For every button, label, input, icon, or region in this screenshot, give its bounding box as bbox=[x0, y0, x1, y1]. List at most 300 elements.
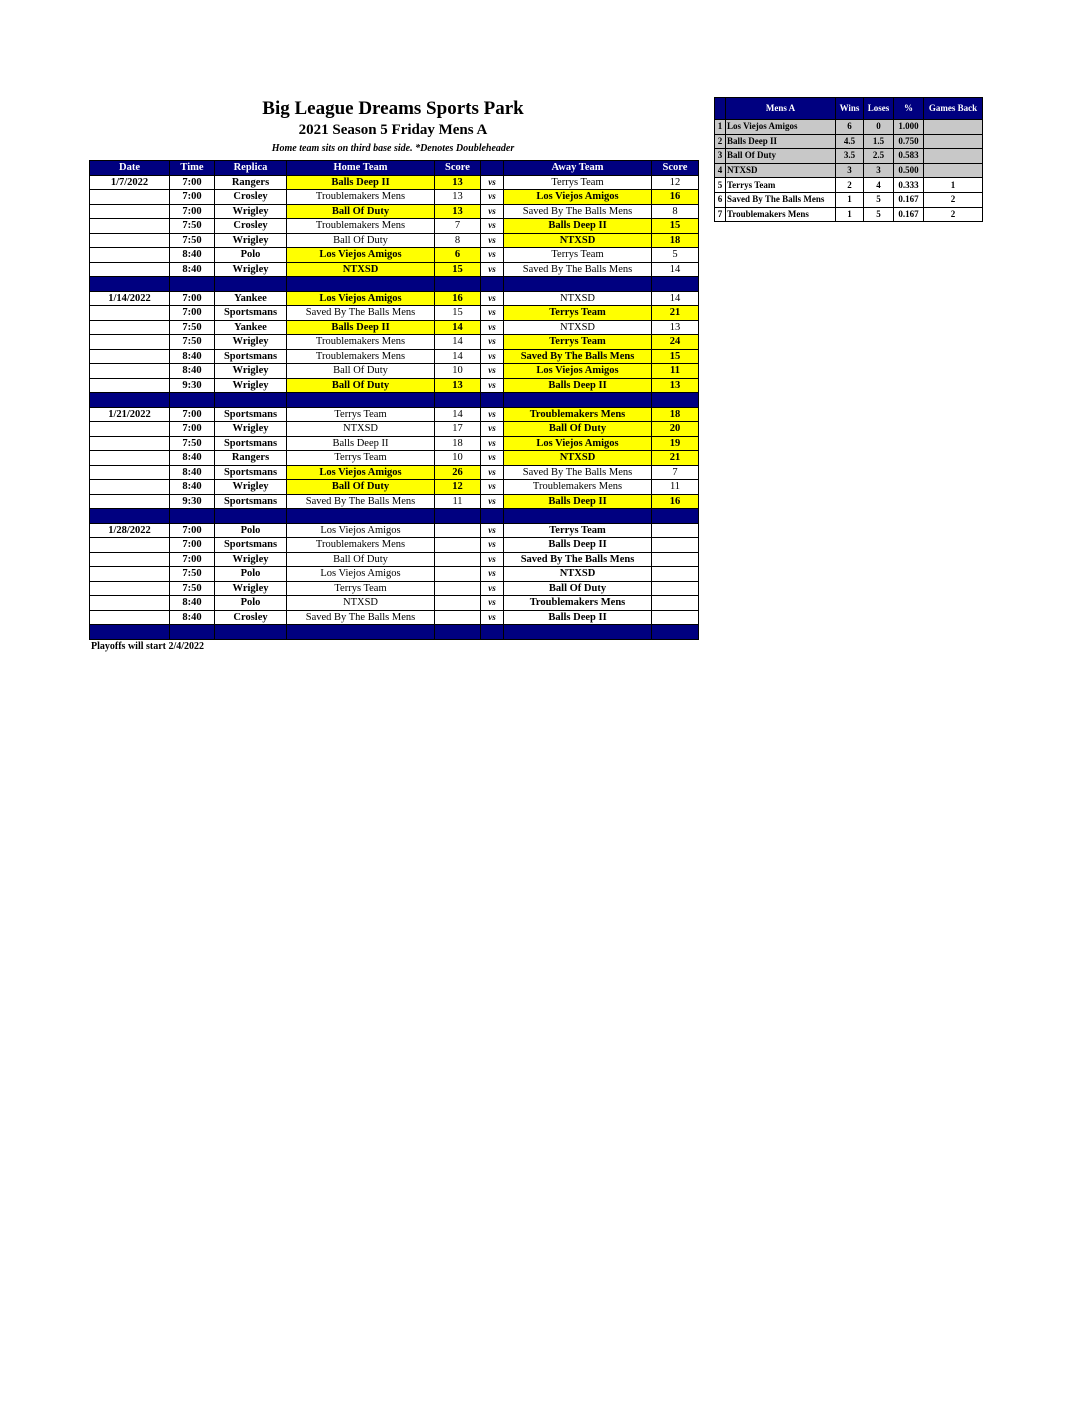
vs-label: vs bbox=[481, 523, 504, 538]
home-team: Ball Of Duty bbox=[287, 480, 435, 495]
home-team: Ball Of Duty bbox=[287, 378, 435, 393]
standings-wins: 1 bbox=[836, 207, 864, 222]
game-date-empty bbox=[90, 451, 170, 466]
game-date-empty bbox=[90, 262, 170, 277]
separator-cell bbox=[287, 393, 435, 408]
col-home-team: Home Team bbox=[287, 161, 435, 176]
game-row bbox=[90, 494, 699, 509]
away-team: NTXSD bbox=[504, 451, 652, 466]
away-score: 13 bbox=[652, 378, 699, 393]
home-team: Troublemakers Mens bbox=[287, 190, 435, 205]
home-score: 8 bbox=[435, 233, 481, 248]
game-date-empty bbox=[90, 204, 170, 219]
home-team: Balls Deep II bbox=[287, 436, 435, 451]
game-field: Wrigley bbox=[215, 204, 287, 219]
standings-loses: 5 bbox=[864, 192, 894, 207]
game-row bbox=[90, 567, 699, 582]
away-score: 16 bbox=[652, 190, 699, 205]
game-row bbox=[90, 306, 699, 321]
standings-row bbox=[715, 149, 983, 164]
away-score: 15 bbox=[652, 219, 699, 234]
game-time: 8:40 bbox=[170, 262, 215, 277]
game-date: 1/7/2022 bbox=[90, 175, 170, 190]
game-row bbox=[90, 219, 699, 234]
game-date-empty bbox=[90, 190, 170, 205]
standings-rank: 1 bbox=[715, 120, 726, 135]
standings-team: Terrys Team bbox=[726, 178, 836, 193]
schedule-body bbox=[90, 175, 699, 639]
page-title: Big League Dreams Sports Park bbox=[262, 98, 524, 119]
game-field: Wrigley bbox=[215, 480, 287, 495]
standings-col-games-back: Games Back bbox=[924, 98, 983, 120]
standings-wins: 6 bbox=[836, 120, 864, 135]
home-score: 13 bbox=[435, 175, 481, 190]
game-date-empty bbox=[90, 306, 170, 321]
game-field: Crosley bbox=[215, 219, 287, 234]
away-score bbox=[652, 538, 699, 553]
separator-cell bbox=[90, 393, 170, 408]
away-team: Saved By The Balls Mens bbox=[504, 465, 652, 480]
home-score: 14 bbox=[435, 349, 481, 364]
away-team: Troublemakers Mens bbox=[504, 596, 652, 611]
standings-loses: 0 bbox=[864, 120, 894, 135]
col-time: Time bbox=[170, 161, 215, 176]
game-time: 8:40 bbox=[170, 364, 215, 379]
game-date-empty bbox=[90, 480, 170, 495]
home-team: Saved By The Balls Mens bbox=[287, 306, 435, 321]
vs-label: vs bbox=[481, 364, 504, 379]
game-row bbox=[90, 175, 699, 190]
standings-col-loses: Loses bbox=[864, 98, 894, 120]
game-field: Wrigley bbox=[215, 335, 287, 350]
standings-rank: 4 bbox=[715, 163, 726, 178]
game-field: Wrigley bbox=[215, 262, 287, 277]
page-note: Home team sits on third base side. *Denotes Doubleheader bbox=[271, 143, 515, 154]
game-row bbox=[90, 523, 699, 538]
standings-games-back bbox=[924, 163, 983, 178]
away-score: 19 bbox=[652, 436, 699, 451]
col-away-score: Score bbox=[652, 161, 699, 176]
separator-cell bbox=[652, 509, 699, 524]
away-team: NTXSD bbox=[504, 320, 652, 335]
standings-rank: 6 bbox=[715, 192, 726, 207]
separator-cell bbox=[481, 625, 504, 640]
game-row bbox=[90, 364, 699, 379]
game-date-empty bbox=[90, 494, 170, 509]
away-score bbox=[652, 610, 699, 625]
standings-loses: 5 bbox=[864, 207, 894, 222]
week-separator bbox=[90, 625, 699, 640]
separator-cell bbox=[170, 509, 215, 524]
away-team: Balls Deep II bbox=[504, 610, 652, 625]
game-row bbox=[90, 552, 699, 567]
standings-team: Ball Of Duty bbox=[726, 149, 836, 164]
separator-cell bbox=[504, 393, 652, 408]
home-score: 14 bbox=[435, 335, 481, 350]
home-team: Balls Deep II bbox=[287, 175, 435, 190]
away-team: Troublemakers Mens bbox=[504, 407, 652, 422]
home-team: Terrys Team bbox=[287, 451, 435, 466]
home-score bbox=[435, 581, 481, 596]
game-row bbox=[90, 451, 699, 466]
home-score: 12 bbox=[435, 480, 481, 495]
away-team: Terrys Team bbox=[504, 248, 652, 263]
game-row bbox=[90, 262, 699, 277]
home-team: NTXSD bbox=[287, 262, 435, 277]
vs-label: vs bbox=[481, 306, 504, 321]
separator-cell bbox=[170, 625, 215, 640]
separator-cell bbox=[90, 509, 170, 524]
home-score: 26 bbox=[435, 465, 481, 480]
game-row bbox=[90, 233, 699, 248]
separator-cell bbox=[652, 625, 699, 640]
separator-cell bbox=[481, 277, 504, 292]
separator-cell bbox=[215, 625, 287, 640]
home-team: Ball Of Duty bbox=[287, 552, 435, 567]
game-field: Wrigley bbox=[215, 378, 287, 393]
separator-cell bbox=[481, 393, 504, 408]
away-score: 24 bbox=[652, 335, 699, 350]
game-date-empty bbox=[90, 610, 170, 625]
away-team: Ball Of Duty bbox=[504, 422, 652, 437]
game-row bbox=[90, 291, 699, 306]
away-score bbox=[652, 552, 699, 567]
standings-row bbox=[715, 134, 983, 149]
away-team: Los Viejos Amigos bbox=[504, 436, 652, 451]
home-score: 15 bbox=[435, 306, 481, 321]
separator-cell bbox=[435, 393, 481, 408]
home-team: Troublemakers Mens bbox=[287, 219, 435, 234]
game-row bbox=[90, 422, 699, 437]
vs-label: vs bbox=[481, 610, 504, 625]
game-date: 1/14/2022 bbox=[90, 291, 170, 306]
vs-label: vs bbox=[481, 190, 504, 205]
game-field: Rangers bbox=[215, 175, 287, 190]
standings-games-back bbox=[924, 120, 983, 135]
vs-label: vs bbox=[481, 465, 504, 480]
vs-label: vs bbox=[481, 567, 504, 582]
home-score: 10 bbox=[435, 364, 481, 379]
game-time: 9:30 bbox=[170, 494, 215, 509]
home-score: 10 bbox=[435, 451, 481, 466]
game-field: Wrigley bbox=[215, 552, 287, 567]
game-date-empty bbox=[90, 335, 170, 350]
game-time: 7:50 bbox=[170, 233, 215, 248]
standings-body bbox=[715, 120, 983, 222]
standings-games-back: 1 bbox=[924, 178, 983, 193]
standings-wins: 3 bbox=[836, 163, 864, 178]
game-time: 7:50 bbox=[170, 335, 215, 350]
separator-cell bbox=[435, 277, 481, 292]
standings-pct: 0.583 bbox=[894, 149, 924, 164]
home-score: 16 bbox=[435, 291, 481, 306]
home-team: Ball Of Duty bbox=[287, 204, 435, 219]
game-date-empty bbox=[90, 436, 170, 451]
away-score: 21 bbox=[652, 451, 699, 466]
game-time: 7:50 bbox=[170, 320, 215, 335]
home-team: Ball Of Duty bbox=[287, 364, 435, 379]
game-row bbox=[90, 320, 699, 335]
game-time: 7:00 bbox=[170, 538, 215, 553]
vs-label: vs bbox=[481, 175, 504, 190]
standings-team: Saved By The Balls Mens bbox=[726, 192, 836, 207]
game-row bbox=[90, 204, 699, 219]
away-team: Saved By The Balls Mens bbox=[504, 349, 652, 364]
standings-wins: 3.5 bbox=[836, 149, 864, 164]
separator-cell bbox=[435, 625, 481, 640]
home-team: Terrys Team bbox=[287, 581, 435, 596]
game-field: Rangers bbox=[215, 451, 287, 466]
away-team: Balls Deep II bbox=[504, 219, 652, 234]
game-row bbox=[90, 436, 699, 451]
standings-rank: 2 bbox=[715, 134, 726, 149]
away-score: 7 bbox=[652, 465, 699, 480]
vs-label: vs bbox=[481, 451, 504, 466]
away-score bbox=[652, 523, 699, 538]
standings-loses: 3 bbox=[864, 163, 894, 178]
standings-pct: 0.333 bbox=[894, 178, 924, 193]
game-time: 7:50 bbox=[170, 219, 215, 234]
game-row bbox=[90, 378, 699, 393]
standings-games-back: 2 bbox=[924, 207, 983, 222]
game-date-empty bbox=[90, 538, 170, 553]
game-field: Sportsmans bbox=[215, 407, 287, 422]
vs-label: vs bbox=[481, 407, 504, 422]
vs-label: vs bbox=[481, 335, 504, 350]
standings-loses: 1.5 bbox=[864, 134, 894, 149]
playoffs-footnote: Playoffs will start 2/4/2022 bbox=[91, 641, 205, 652]
away-team: Los Viejos Amigos bbox=[504, 190, 652, 205]
standings-wins: 4.5 bbox=[836, 134, 864, 149]
away-score: 13 bbox=[652, 320, 699, 335]
separator-cell bbox=[170, 277, 215, 292]
separator-cell bbox=[90, 625, 170, 640]
separator-cell bbox=[435, 509, 481, 524]
separator-cell bbox=[652, 393, 699, 408]
game-field: Sportsmans bbox=[215, 538, 287, 553]
standings-pct: 1.000 bbox=[894, 120, 924, 135]
game-field: Crosley bbox=[215, 610, 287, 625]
game-date: 1/28/2022 bbox=[90, 523, 170, 538]
away-team: Ball Of Duty bbox=[504, 581, 652, 596]
game-row bbox=[90, 335, 699, 350]
away-team: NTXSD bbox=[504, 291, 652, 306]
game-date-empty bbox=[90, 567, 170, 582]
game-time: 7:00 bbox=[170, 306, 215, 321]
game-date: 1/21/2022 bbox=[90, 407, 170, 422]
away-score: 15 bbox=[652, 349, 699, 364]
game-time: 7:00 bbox=[170, 552, 215, 567]
col-date: Date bbox=[90, 161, 170, 176]
standings-rank: 7 bbox=[715, 207, 726, 222]
home-team: NTXSD bbox=[287, 596, 435, 611]
vs-label: vs bbox=[481, 349, 504, 364]
home-score: 15 bbox=[435, 262, 481, 277]
game-date-empty bbox=[90, 248, 170, 263]
home-team: Los Viejos Amigos bbox=[287, 523, 435, 538]
game-row bbox=[90, 581, 699, 596]
schedule-header-row bbox=[90, 161, 699, 176]
game-time: 7:00 bbox=[170, 523, 215, 538]
away-score bbox=[652, 581, 699, 596]
away-team: Balls Deep II bbox=[504, 378, 652, 393]
game-date-empty bbox=[90, 364, 170, 379]
game-field: Sportsmans bbox=[215, 436, 287, 451]
game-time: 8:40 bbox=[170, 248, 215, 263]
vs-label: vs bbox=[481, 262, 504, 277]
away-team: Saved By The Balls Mens bbox=[504, 262, 652, 277]
home-score: 13 bbox=[435, 378, 481, 393]
standings-games-back bbox=[924, 134, 983, 149]
col-vs bbox=[481, 161, 504, 176]
home-team: Los Viejos Amigos bbox=[287, 567, 435, 582]
game-date-empty bbox=[90, 378, 170, 393]
standings-row bbox=[715, 192, 983, 207]
game-date-empty bbox=[90, 349, 170, 364]
game-field: Polo bbox=[215, 596, 287, 611]
separator-cell bbox=[170, 393, 215, 408]
home-score bbox=[435, 610, 481, 625]
game-time: 7:00 bbox=[170, 422, 215, 437]
away-team: Troublemakers Mens bbox=[504, 480, 652, 495]
standings-row bbox=[715, 178, 983, 193]
separator-cell bbox=[287, 509, 435, 524]
standings-pct: 0.167 bbox=[894, 192, 924, 207]
home-score bbox=[435, 538, 481, 553]
away-team: Terrys Team bbox=[504, 523, 652, 538]
standings-games-back: 2 bbox=[924, 192, 983, 207]
game-date-empty bbox=[90, 422, 170, 437]
home-team: Saved By The Balls Mens bbox=[287, 494, 435, 509]
game-row bbox=[90, 610, 699, 625]
home-score: 6 bbox=[435, 248, 481, 263]
away-score: 5 bbox=[652, 248, 699, 263]
away-team: Terrys Team bbox=[504, 335, 652, 350]
home-score bbox=[435, 567, 481, 582]
game-field: Sportsmans bbox=[215, 465, 287, 480]
away-score: 14 bbox=[652, 262, 699, 277]
home-score bbox=[435, 552, 481, 567]
standings-team: Troublemakers Mens bbox=[726, 207, 836, 222]
home-team: Troublemakers Mens bbox=[287, 349, 435, 364]
separator-cell bbox=[481, 509, 504, 524]
standings-team: Balls Deep II bbox=[726, 134, 836, 149]
home-score: 11 bbox=[435, 494, 481, 509]
home-score bbox=[435, 596, 481, 611]
home-team: Troublemakers Mens bbox=[287, 538, 435, 553]
col-replica: Replica bbox=[215, 161, 287, 176]
standings-header-row bbox=[715, 98, 983, 120]
away-score: 18 bbox=[652, 407, 699, 422]
game-field: Wrigley bbox=[215, 581, 287, 596]
separator-cell bbox=[504, 625, 652, 640]
standings-row bbox=[715, 207, 983, 222]
vs-label: vs bbox=[481, 596, 504, 611]
separator-cell bbox=[287, 277, 435, 292]
vs-label: vs bbox=[481, 581, 504, 596]
game-time: 7:00 bbox=[170, 291, 215, 306]
game-time: 7:00 bbox=[170, 407, 215, 422]
away-team: Balls Deep II bbox=[504, 494, 652, 509]
game-row bbox=[90, 190, 699, 205]
game-time: 7:00 bbox=[170, 175, 215, 190]
week-separator bbox=[90, 393, 699, 408]
game-time: 8:40 bbox=[170, 480, 215, 495]
game-field: Yankee bbox=[215, 291, 287, 306]
home-team: Los Viejos Amigos bbox=[287, 291, 435, 306]
standings-pct: 0.750 bbox=[894, 134, 924, 149]
away-score: 14 bbox=[652, 291, 699, 306]
separator-cell bbox=[215, 393, 287, 408]
game-time: 8:40 bbox=[170, 596, 215, 611]
home-score bbox=[435, 523, 481, 538]
away-score: 11 bbox=[652, 480, 699, 495]
game-time: 7:50 bbox=[170, 436, 215, 451]
standings-games-back bbox=[924, 149, 983, 164]
home-score: 17 bbox=[435, 422, 481, 437]
home-team: Terrys Team bbox=[287, 407, 435, 422]
vs-label: vs bbox=[481, 248, 504, 263]
home-team: Ball Of Duty bbox=[287, 233, 435, 248]
game-time: 7:50 bbox=[170, 567, 215, 582]
game-field: Crosley bbox=[215, 190, 287, 205]
vs-label: vs bbox=[481, 494, 504, 509]
away-score bbox=[652, 567, 699, 582]
separator-cell bbox=[652, 277, 699, 292]
vs-label: vs bbox=[481, 422, 504, 437]
away-score: 18 bbox=[652, 233, 699, 248]
away-team: Balls Deep II bbox=[504, 538, 652, 553]
game-field: Sportsmans bbox=[215, 349, 287, 364]
home-team: Saved By The Balls Mens bbox=[287, 610, 435, 625]
home-team: Troublemakers Mens bbox=[287, 335, 435, 350]
vs-label: vs bbox=[481, 480, 504, 495]
vs-label: vs bbox=[481, 291, 504, 306]
page-subtitle: 2021 Season 5 Friday Mens A bbox=[298, 122, 488, 138]
standings-table bbox=[714, 97, 983, 222]
home-team: Los Viejos Amigos bbox=[287, 465, 435, 480]
vs-label: vs bbox=[481, 538, 504, 553]
game-row bbox=[90, 596, 699, 611]
standings-col-wins: Wins bbox=[836, 98, 864, 120]
game-time: 7:00 bbox=[170, 204, 215, 219]
game-time: 8:40 bbox=[170, 349, 215, 364]
standings-row bbox=[715, 120, 983, 135]
game-time: 7:50 bbox=[170, 581, 215, 596]
game-row bbox=[90, 349, 699, 364]
away-team: Saved By The Balls Mens bbox=[504, 552, 652, 567]
standings-team: Los Viejos Amigos bbox=[726, 120, 836, 135]
game-field: Yankee bbox=[215, 320, 287, 335]
away-score: 11 bbox=[652, 364, 699, 379]
separator-cell bbox=[504, 277, 652, 292]
game-field: Sportsmans bbox=[215, 494, 287, 509]
standings-col-rank bbox=[715, 98, 726, 120]
game-date-empty bbox=[90, 233, 170, 248]
game-date-empty bbox=[90, 552, 170, 567]
game-field: Wrigley bbox=[215, 233, 287, 248]
home-score: 14 bbox=[435, 407, 481, 422]
week-separator bbox=[90, 277, 699, 292]
home-score: 7 bbox=[435, 219, 481, 234]
standings-wins: 2 bbox=[836, 178, 864, 193]
standings-pct: 0.500 bbox=[894, 163, 924, 178]
away-score: 12 bbox=[652, 175, 699, 190]
vs-label: vs bbox=[481, 219, 504, 234]
standings-loses: 4 bbox=[864, 178, 894, 193]
game-row bbox=[90, 465, 699, 480]
standings-pct: 0.167 bbox=[894, 207, 924, 222]
